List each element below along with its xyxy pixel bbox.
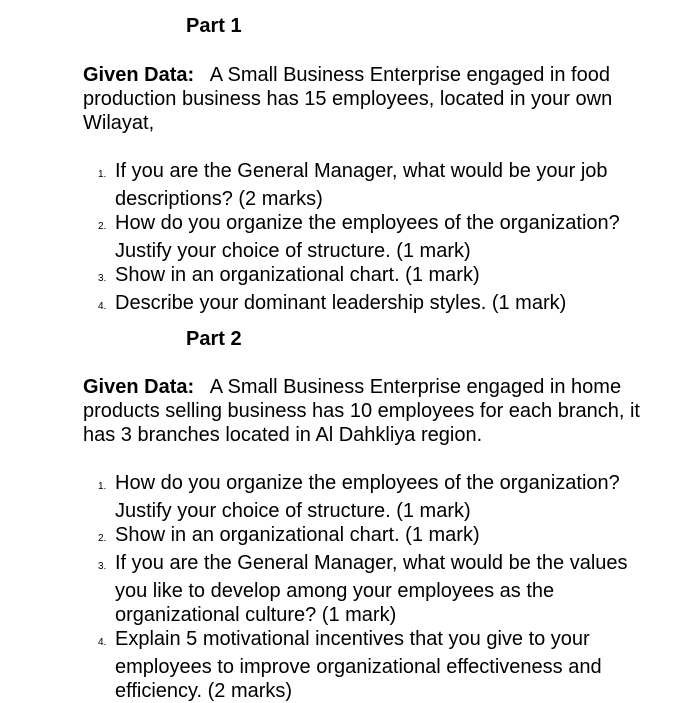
part2-question-3 [98, 551, 658, 627]
part2-question-list [98, 471, 658, 703]
question-number: 2. [98, 221, 107, 232]
part1-given-text: A Small Business Enterprise engaged in food production business has 15 employees, located in your own Wilayat, [83, 64, 613, 134]
part1-question-3 [98, 263, 658, 291]
question-number: 4. [98, 301, 107, 312]
question-text: How do you organize the employees of the organization? Justify your choice of structure. (1 mark) [115, 472, 620, 522]
question-text: If you are the General Manager, what would be the values you like to develop among your employees as the organizational culture? (1 mark) [115, 552, 628, 626]
part1-given-data [83, 63, 653, 135]
question-number: 2. [98, 533, 107, 544]
part2-question-1 [98, 471, 658, 523]
part2-given-data [83, 375, 653, 447]
question-number: 3. [98, 273, 107, 284]
question-number: 4. [98, 637, 107, 648]
question-text: How do you organize the employees of the organization? Justify your choice of structure. (1 mark) [115, 212, 620, 262]
part1-heading: Part 1 [186, 15, 242, 37]
part2-given-text: A Small Business Enterprise engaged in home products selling business has 10 employees for each branch, it has 3 branches located in Al Dahkliya region. [83, 376, 640, 446]
part1-question-4 [98, 291, 658, 319]
question-text: Describe your dominant leadership styles. (1 mark) [115, 292, 567, 314]
part2-heading: Part 2 [186, 328, 242, 350]
part2-question-2 [98, 523, 658, 551]
question-text: If you are the General Manager, what would be your job descriptions? (2 marks) [115, 160, 608, 210]
part2-question-4 [98, 627, 658, 703]
part2-given-label: Given Data: [83, 376, 195, 398]
part1-question-1 [98, 159, 658, 211]
question-number: 1. [98, 481, 107, 492]
question-text: Explain 5 motivational incentives that you give to your employees to improve organizational effectiveness and efficiency. (2 marks) [115, 628, 602, 702]
question-number: 1. [98, 169, 107, 180]
question-number: 3. [98, 561, 107, 572]
question-text: Show in an organizational chart. (1 mark) [115, 524, 480, 546]
part1-question-list [98, 159, 658, 319]
part1-given-label: Given Data: [83, 64, 195, 86]
question-text: Show in an organizational chart. (1 mark) [115, 264, 480, 286]
part1-question-2 [98, 211, 658, 263]
